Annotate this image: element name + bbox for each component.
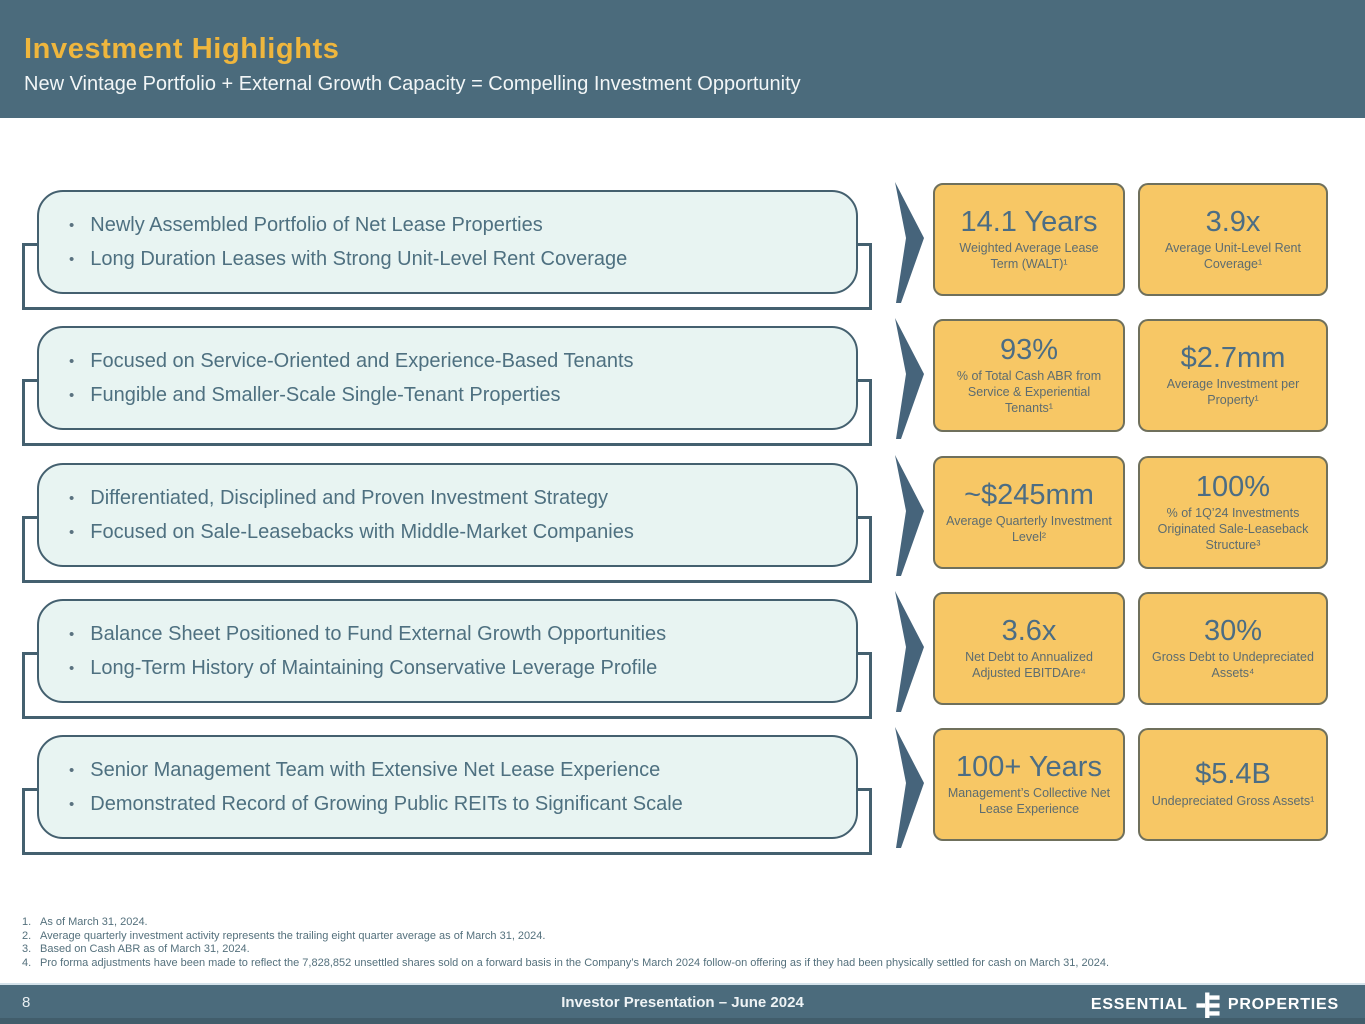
page-number: 8 <box>22 994 31 1011</box>
bullet-point: • Differentiated, Disciplined and Proven Investment Strategy <box>69 487 856 510</box>
stat-value: 3.9x <box>1205 205 1261 238</box>
stat-label: % of Total Cash ABR from Service & Experiential Tenants¹ <box>956 369 1102 415</box>
stat-label: Net Debt to Annualized Adjusted EBITDAre⁴ <box>965 650 1093 680</box>
bullet-point: • Demonstrated Record of Growing Public REITs to Significant Scale <box>69 793 856 816</box>
stat-card <box>1138 319 1328 432</box>
footnote-number: 1. <box>22 916 32 928</box>
arrow-right-icon <box>893 318 925 439</box>
arrow-right-icon <box>893 455 925 576</box>
arrow-right-icon <box>893 182 925 303</box>
bullet-point: • Long-Term History of Maintaining Conservative Leverage Profile <box>69 657 856 680</box>
bullet-point: • Newly Assembled Portfolio of Net Lease Properties <box>69 214 856 237</box>
footnote <box>22 930 1202 944</box>
stat-value: 30% <box>1203 614 1263 647</box>
highlight-row <box>0 456 1365 592</box>
stat-value: 100% <box>1195 470 1271 503</box>
stat-value: 100+ Years <box>956 750 1102 783</box>
stat-label: Management’s Collective Net Lease Experience <box>947 786 1111 816</box>
stat-value: $2.7mm <box>1180 341 1286 374</box>
slide-header <box>0 0 1365 118</box>
stat-label: Average Quarterly Investment Level² <box>946 514 1112 544</box>
footnotes <box>22 916 1202 971</box>
bullet-box <box>37 735 858 839</box>
footnote-number: 3. <box>22 943 32 956</box>
footnote <box>22 943 1202 957</box>
stat-value: ~$245mm <box>964 478 1094 511</box>
stat-label: % of 1Q’24 Investments Originated Sale-Leaseback Structure³ <box>1157 506 1309 552</box>
highlight-row <box>0 728 1365 864</box>
stat-value: 14.1 Years <box>960 205 1098 238</box>
stat-label: Undepreciated Gross Assets¹ <box>1151 793 1315 808</box>
bullet-box <box>37 463 858 567</box>
bullet-box <box>37 326 858 430</box>
stat-card <box>933 592 1125 705</box>
footnote-text: Based on Cash ABR as of March 31, 2024. <box>40 943 250 956</box>
arrow-right-icon <box>893 591 925 712</box>
highlight-row <box>0 319 1365 455</box>
bullet-point: • Fungible and Smaller-Scale Single-Tenant Properties <box>69 384 856 407</box>
bullet-box <box>37 599 858 703</box>
bullet-point: • Balance Sheet Positioned to Fund External Growth Opportunities <box>69 623 856 646</box>
stat-card <box>933 183 1125 296</box>
stat-value: 3.6x <box>1001 614 1057 647</box>
presentation-title: Investor Presentation – June 2024 <box>561 994 804 1011</box>
logo-text-essential: ESSENTIAL <box>1090 996 1188 1013</box>
footnote <box>22 957 1202 971</box>
stat-card <box>933 319 1125 432</box>
stat-card <box>1138 592 1328 705</box>
logo-text-properties: PROPERTIES <box>1227 996 1339 1013</box>
footnote-text: Pro forma adjustments have been made to reflect the 7,828,852 unsettled shares sold on a forward basis in the Company’s March 2024 follow-on offering as if they had been physically settled for cash on March 31, 2024. <box>40 956 1110 969</box>
essential-properties-logo-icon <box>1195 992 1221 1019</box>
stat-label: Gross Debt to Undepreciated Assets⁴ <box>1152 650 1314 680</box>
stat-card <box>1138 456 1328 569</box>
footnote <box>22 916 1202 930</box>
stat-label: Weighted Average Lease Term (WALT)¹ <box>959 241 1099 271</box>
footnote-text: Average quarterly investment activity represents the trailing eight quarter average as of March 31, 2024. <box>40 929 546 942</box>
bullet-point: • Focused on Service-Oriented and Experience-Based Tenants <box>69 350 856 373</box>
essential-properties-logo <box>1091 991 1339 1019</box>
footnote-number: 4. <box>22 956 32 969</box>
highlight-row <box>0 183 1365 319</box>
page-subtitle: New Vintage Portfolio + External Growth Capacity = Compelling Investment Opportunity <box>24 73 801 95</box>
arrow-right-icon <box>893 727 925 848</box>
stat-card <box>933 456 1125 569</box>
stat-card <box>933 728 1125 841</box>
stat-label: Average Unit-Level Rent Coverage¹ <box>1165 241 1301 271</box>
bullet-point: • Focused on Sale-Leasebacks with Middle-Market Companies <box>69 521 856 544</box>
bullet-point: • Long Duration Leases with Strong Unit-Level Rent Coverage <box>69 248 856 271</box>
slide-footer <box>0 983 1365 1024</box>
bullet-point: • Senior Management Team with Extensive Net Lease Experience <box>69 759 856 782</box>
footnote-number: 2. <box>22 929 32 942</box>
stat-card <box>1138 728 1328 841</box>
page-title: Investment Highlights <box>24 33 340 65</box>
footnote-text: As of March 31, 2024. <box>40 916 148 928</box>
highlight-row <box>0 592 1365 728</box>
stat-card <box>1138 183 1328 296</box>
bullet-box <box>37 190 858 294</box>
stat-value: 93% <box>999 333 1059 366</box>
stat-value: $5.4B <box>1195 758 1271 791</box>
stat-label: Average Investment per Property¹ <box>1166 377 1300 407</box>
